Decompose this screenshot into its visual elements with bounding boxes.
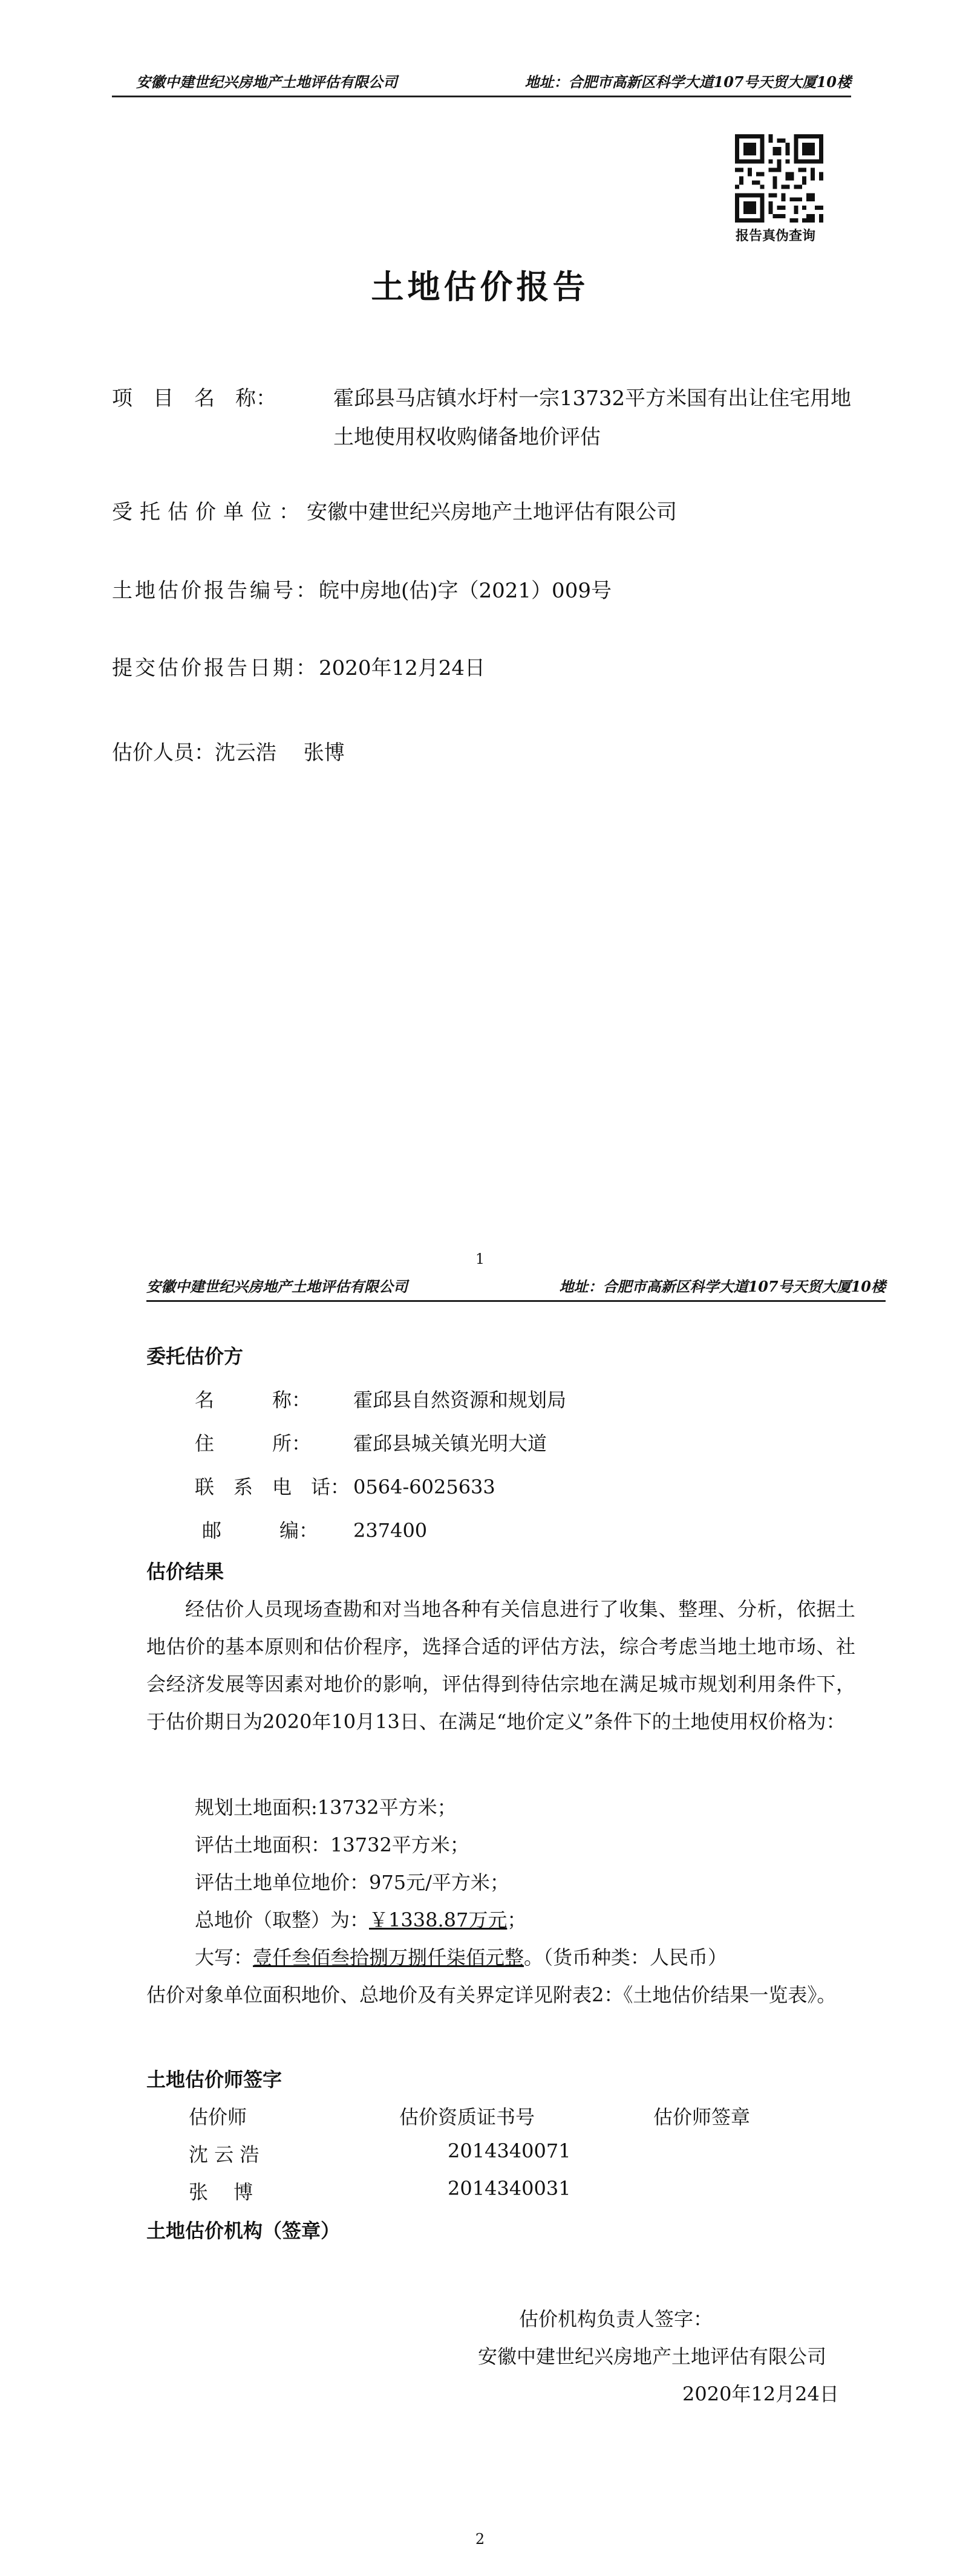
report-number-field xyxy=(112,571,612,610)
signer-name: 张 博 xyxy=(189,2181,253,2204)
header-company: 安徽中建世纪兴房地产土地评估有限公司 xyxy=(146,1278,408,1295)
signer-cert: 2014340071 xyxy=(448,2139,571,2162)
valuers-field xyxy=(112,733,345,772)
submit-date-label: 提交估价报告日期： xyxy=(112,656,319,680)
project-name-field xyxy=(112,379,866,457)
capital-note: 。（货币种类：人民币） xyxy=(524,1946,728,1969)
qr-label: 报告真伪查询 xyxy=(736,228,816,244)
page-number: 1 xyxy=(475,1251,485,1267)
capital-label: 大写： xyxy=(195,1946,253,1969)
total-price-row xyxy=(195,1905,526,1933)
principal-address-row xyxy=(195,1428,547,1456)
principal-name-label: 名 称： xyxy=(195,1388,312,1411)
result-heading: 估价结果 xyxy=(146,1560,224,1583)
page-header xyxy=(112,65,851,97)
agency-company: 安徽中建世纪兴房地产土地评估有限公司 xyxy=(478,2345,827,2368)
report-number-value: 皖中房地(估)字（2021）009号 xyxy=(319,579,612,603)
signers-heading: 土地估价师签字 xyxy=(146,2068,282,2091)
submit-date-field xyxy=(112,649,485,688)
principal-phone-label: 联 系 电 话： xyxy=(195,1475,350,1498)
principal-address-label: 住 所： xyxy=(195,1432,312,1455)
agency-date: 2020年12月24日 xyxy=(682,2382,839,2405)
valuers-value: 沈云浩 张博 xyxy=(215,741,345,765)
col-valuer: 估价师 xyxy=(189,2106,247,2129)
header-address: 地址：合肥市高新区科学大道107号天贸大厦10楼 xyxy=(524,73,851,91)
capital-amount-row xyxy=(195,1942,727,1970)
signer-name: 沈 云 浩 xyxy=(189,2143,260,2166)
principal-name-row xyxy=(195,1385,566,1413)
col-seal: 估价师签章 xyxy=(653,2106,751,2129)
agency-heading: 土地估价机构（签章） xyxy=(146,2219,341,2242)
submit-date-value: 2020年12月24日 xyxy=(319,656,486,680)
total-price-value: ￥1338.87万元 xyxy=(369,1908,508,1931)
total-price-label: 总地价（取整）为： xyxy=(195,1908,370,1931)
report-number-label: 土地估价报告编号： xyxy=(112,579,319,603)
header-company: 安徽中建世纪兴房地产土地评估有限公司 xyxy=(136,73,397,91)
assessed-area: 评估土地面积：13732平方米； xyxy=(195,1833,469,1856)
report-title: 土地估价报告 xyxy=(371,267,589,306)
page-number: 2 xyxy=(475,2531,485,2548)
page-header xyxy=(146,1270,886,1302)
principal-phone-value: 0564-6025633 xyxy=(353,1475,495,1498)
principal-name-value: 霍邱县自然资源和规划局 xyxy=(353,1388,567,1411)
client-value: 安徽中建世纪兴房地产土地评估有限公司 xyxy=(307,500,677,524)
total-price-end: ； xyxy=(507,1908,527,1931)
signer-cert: 2014340031 xyxy=(448,2177,571,2200)
capital-value: 壹仟叁佰叁拾捌万捌仟柒佰元整 xyxy=(253,1946,524,1969)
col-cert: 估价资质证书号 xyxy=(399,2106,535,2129)
client-label: 受托估价单位： xyxy=(112,500,307,524)
principal-postcode-label: 邮 编： xyxy=(202,1519,319,1542)
client-field xyxy=(112,493,677,532)
project-value: 霍邱县马店镇水圩村一宗13732平方米国有出让住宅用地土地使用权收购储备地价评估 xyxy=(333,386,852,449)
result-note: 估价对象单位面积地价、总地价及有关界定详见附表2：《土地估价结果一览表》。 xyxy=(146,1983,837,2006)
valuers-label: 估价人员： xyxy=(112,741,215,765)
planned-area: 规划土地面积:13732平方米； xyxy=(195,1796,457,1819)
project-label: 项 目 名 称： xyxy=(112,386,276,411)
header-address: 地址：合肥市高新区科学大道107号天贸大厦10楼 xyxy=(559,1278,886,1295)
principal-address-value: 霍邱县城关镇光明大道 xyxy=(353,1432,547,1455)
result-paragraph: 经估价人员现场查勘和对当地各种有关信息进行了收集、整理、分析，依据土地估价的基本原则和估价程序，选择合适的评估方法，综合考虑当地土地市场、社会经济发展等因素对地价的影响，评估得到待估宗地在满足城市规划利用条件下，于估价期日为2020年10月13日、在满足“地价定义”条件下的土地使用权价格为： xyxy=(146,1598,855,1733)
qr-code-icon[interactable] xyxy=(735,134,823,223)
responsible-signature-label: 估价机构负责人签字： xyxy=(519,2308,713,2330)
principal-postcode-value: 237400 xyxy=(353,1519,428,1542)
unit-price: 评估土地单位地价：975元/平方米； xyxy=(195,1871,509,1894)
principal-postcode-row xyxy=(195,1515,427,1543)
principal-heading: 委托估价方 xyxy=(146,1345,244,1368)
principal-phone-row xyxy=(195,1472,495,1500)
